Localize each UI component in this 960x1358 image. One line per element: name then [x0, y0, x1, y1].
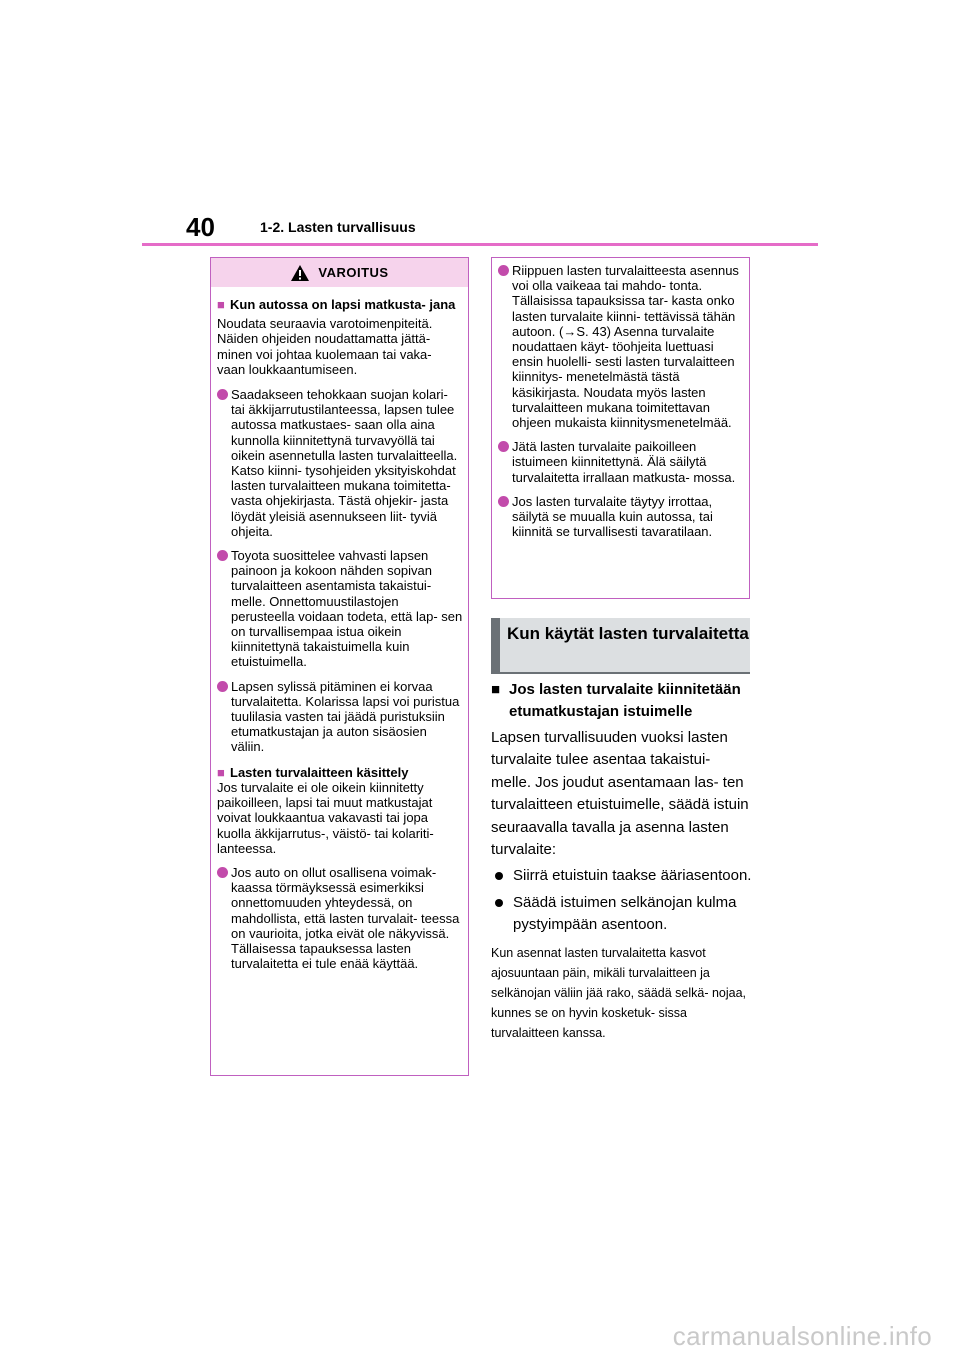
circle-bullet-icon [498, 441, 509, 452]
list-item-text: Lapsen sylissä pitäminen ei korvaa turvalaitetta. Kolarissa lapsi voi puristua tuulilasia vasten tai jäädä puristuksiin etumatkustajan ja auton sisäosien väliin. [231, 678, 460, 755]
list-item [498, 439, 744, 485]
circle-bullet-icon [217, 389, 228, 400]
circle-bullet-icon [498, 496, 509, 507]
watermark: carmanualsonline.info [672, 1321, 932, 1351]
square-bullet-icon: ■ [217, 297, 225, 312]
warning-paragraph: Jos turvalaite ei ole oikein kiinnitetty paikoilleen, lapsi tai muut matkustajat voivat loukkaantua vakavasti tai jopa kuolla äkkijarrutus-, väistö- tai kolariti- lanteessa. [217, 779, 434, 856]
body-paragraph: Lapsen turvallisuuden vuoksi lasten turvalaite tulee asentaa takaistui- melle. Jos joudut asentamaan las- ten turvalaitteen etuistuimelle, säädä istuin seuraavalla tavalla ja asenna lasten turvalaite: [491, 729, 749, 859]
list-item-text: Saadakseen tehokkaan suojan kolari- tai äkkijarrutustilanteessa, lapsen tulee autossa matkustaes- saan olla aina kunnolla kiinnitettynä turvavyöllä tai oikein asennetulla lasten turvalaitteella. Katso kiinni- tysohjeiden yksityiskohdat lasten turvalaitteen mukana toimitetta- vasta ohjekirjasta. Tästä ohjekir- jasta löydät yleisiä asennukseen liit- tyviä ohjeita. [231, 387, 458, 539]
step-text: Siirrä etuistuin taakse ääriasentoon. [513, 867, 752, 885]
warning-label: VAROITUS [318, 265, 389, 280]
list-item-text: Jos auto on ollut osallisena voimak- kaassa törmäyksessä esimerkiksi onnettomuuden yhteydessä, on mahdollista, että lasten turvalait- teessa on vaurioita, jotka eivät ole näkyvissä. Tällaisessa tapauksessa lasten turvalaitetta ei tule enää käyttää. [231, 864, 460, 972]
circle-bullet-icon [498, 265, 509, 276]
subheading [491, 679, 753, 722]
warning-heading-child-passenger [217, 297, 463, 312]
list-item [217, 679, 463, 755]
section-title: 1-2. Lasten turvallisuus [260, 219, 416, 235]
warning-header [211, 258, 468, 287]
warning-heading-seat-handling [217, 765, 463, 780]
step-item [491, 892, 753, 937]
list-item [217, 387, 463, 539]
page-number: 40 [186, 212, 215, 242]
list-item [217, 548, 463, 670]
circle-bullet-icon [495, 872, 503, 880]
list-item [498, 263, 744, 430]
circle-bullet-icon [495, 899, 503, 907]
list-item-text: Jos lasten turvalaite täytyy irrottaa, säilytä se muualla kuin autossa, tai kiinnitä se turvallisesti tavaratilaan. [512, 493, 713, 540]
heading-text: Kun autossa on lapsi matkusta- jana [230, 297, 456, 312]
header-rule [142, 243, 818, 246]
warning-intro: Noudata seuraavia varotoimenpiteitä. Näiden ohjeiden noudattamatta jättä- minen voi johtaa kuolemaan tai vaka- vaan loukkaantumiseen. [217, 316, 433, 377]
circle-bullet-icon [217, 550, 228, 561]
step-item [491, 865, 753, 887]
main-content [491, 679, 753, 1043]
section-heading-rule [491, 672, 750, 674]
circle-bullet-icon [217, 867, 228, 878]
circle-bullet-icon [217, 681, 228, 692]
list-item-text: Jätä lasten turvalaite paikoilleen istuimeen kiinnitettynä. Älä säilytä turvalaitetta irrallaan matkusta- mossa. [512, 439, 736, 485]
note-paragraph: Kun asennat lasten turvalaitetta kasvot ajosuuntaan päin, mikäli turvalaitteen ja selkänojan väliin jää rako, säädä selkä- nojaa, kunnes se on hyvin kosketuk- sissa turvalaitteen kanssa. [491, 945, 747, 1040]
square-bullet-icon: ■ [491, 681, 501, 698]
warning-box [210, 257, 469, 1076]
step-text: Säädä istuimen selkänojan kulma pystyimpään asentoon. [513, 893, 737, 934]
square-bullet-icon: ■ [217, 764, 225, 780]
subheading-text: Jos lasten turvalaite kiinnitetään etumatkustajan istuimelle [509, 681, 741, 720]
list-item [217, 865, 463, 971]
list-item-text: Toyota suosittelee vahvasti lapsen painoon ja kokoon nähden sopivan turvalaitteen asentamista takaistui- melle. Onnettomuustilastojen perusteella voidaan todeta, että lap- sen on turvallisempaa istua oikein kiinnitettynä takaistuimella kuin etuistuimella. [231, 548, 463, 670]
heading-text: Lasten turvalaitteen käsittely [230, 764, 409, 780]
warning-box-continued [491, 257, 750, 599]
section-heading: Kun käytät lasten turvalaitetta [491, 618, 750, 672]
warning-triangle-icon [290, 264, 310, 282]
list-item [498, 494, 744, 540]
list-item-text: Riippuen lasten turvalaitteesta asennus voi olla vaikeaa tai mahdo- tonta. Tällaisissa tapauksissa tar- kasta onko lasten turvalaite kiinni- tettävissä tähän autoon. (→S. 43) Asenna turvalaite noudattaen käyt- töohjeita luettuasi ensin huolelli- sesti lasten turvalaitteen kiinnitys- menetelmästä tästä käsikirjasta. Noudata myös lasten turvalaitteen mukana toimitettavan ohjeen mukaista kiinnitysmenetelmää. [512, 263, 739, 431]
